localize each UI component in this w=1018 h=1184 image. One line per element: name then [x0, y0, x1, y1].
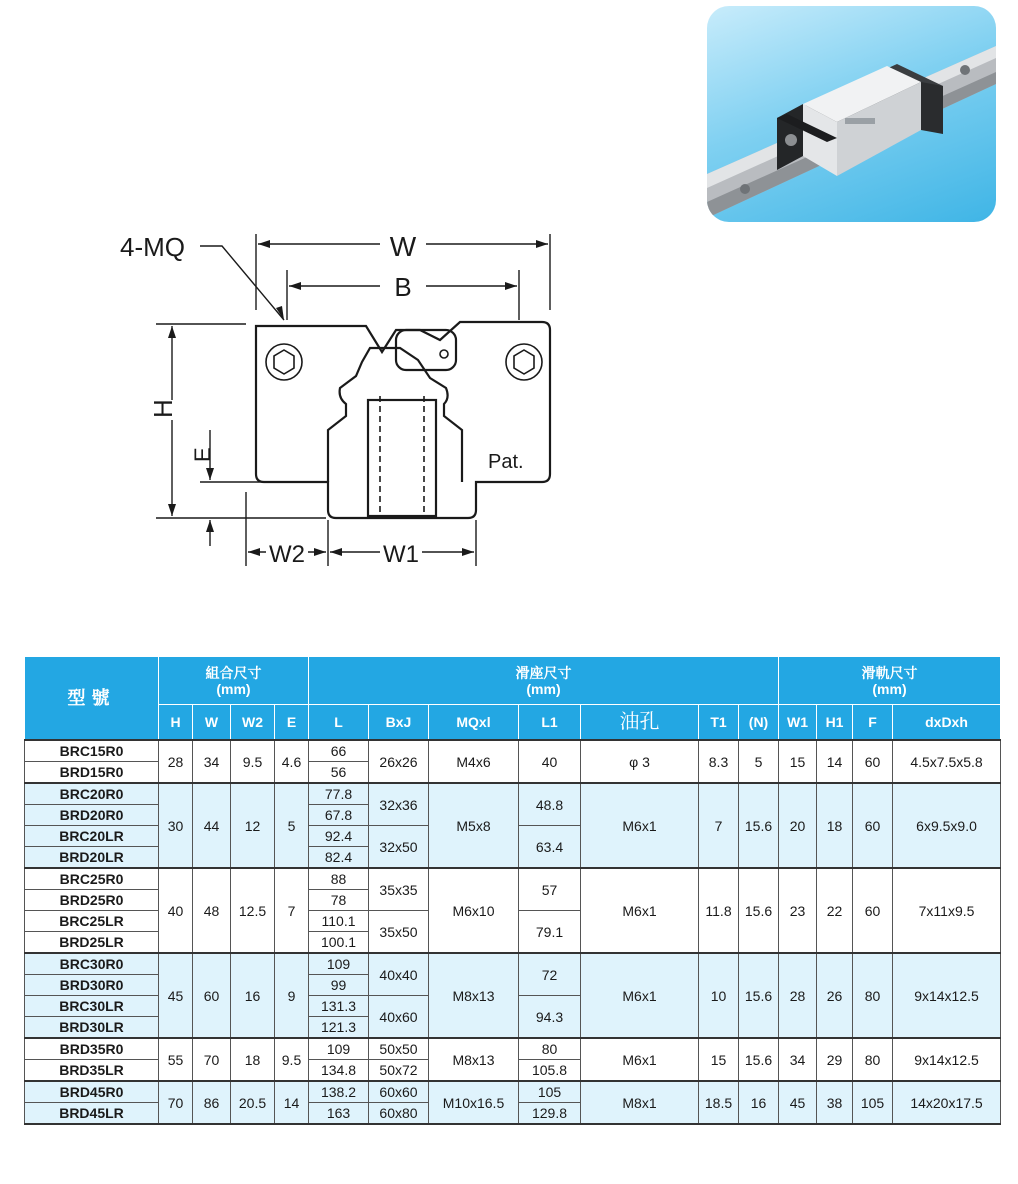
cell-n: 16 [739, 1081, 779, 1124]
cell-h: 70 [159, 1081, 193, 1124]
cell-h1: 29 [817, 1038, 853, 1081]
model-cell: BRD30R0 [25, 975, 159, 996]
table-row [25, 953, 1001, 975]
model-cell: BRC30LR [25, 996, 159, 1017]
cell-l: 92.4 [309, 826, 369, 847]
cell-e: 4.6 [275, 740, 309, 783]
cell-w1: 15 [779, 740, 817, 783]
cell-h1: 38 [817, 1081, 853, 1124]
col-dxdxh: dxDxh [893, 705, 1001, 741]
model-cell: BRC30R0 [25, 953, 159, 975]
cell-l: 109 [309, 1038, 369, 1060]
model-cell: BRD45LR [25, 1103, 159, 1125]
cell-h1: 18 [817, 783, 853, 868]
table-row [25, 740, 1001, 762]
cell-t1: 11.8 [699, 868, 739, 953]
cell-oil: M6x1 [581, 953, 699, 1038]
cell-l: 99 [309, 975, 369, 996]
cell-e: 14 [275, 1081, 309, 1124]
cell-l1: 40 [519, 740, 581, 783]
label-e: E [190, 447, 215, 462]
col-oil: 油孔 [581, 705, 699, 741]
cell-oil: M6x1 [581, 1038, 699, 1081]
cell-w: 86 [193, 1081, 231, 1124]
assembly-unit: (mm) [216, 680, 251, 697]
header-model: 型號 [25, 657, 159, 741]
cell-w: 44 [193, 783, 231, 868]
model-cell: BRC15R0 [25, 740, 159, 762]
cell-mqxl: M8x13 [429, 953, 519, 1038]
cell-n: 5 [739, 740, 779, 783]
col-t1: T1 [699, 705, 739, 741]
cell-l: 82.4 [309, 847, 369, 869]
model-cell: BRD35R0 [25, 1038, 159, 1060]
cell-e: 7 [275, 868, 309, 953]
cell-bxj: 35x50 [369, 911, 429, 954]
table-row [25, 1038, 1001, 1060]
col-w1: W1 [779, 705, 817, 741]
cell-bxj: 35x35 [369, 868, 429, 911]
cell-dxdxh: 7x11x9.5 [893, 868, 1001, 953]
cell-w1: 20 [779, 783, 817, 868]
label-h: H [148, 399, 178, 418]
cell-dxdxh: 9x14x12.5 [893, 1038, 1001, 1081]
model-cell: BRD25R0 [25, 890, 159, 911]
cell-w2: 12 [231, 783, 275, 868]
model-cell: BRC25LR [25, 911, 159, 932]
label-b: B [394, 272, 412, 302]
cell-w: 48 [193, 868, 231, 953]
cell-f: 105 [853, 1081, 893, 1124]
block-unit: (mm) [526, 680, 561, 697]
cell-bxj: 32x50 [369, 826, 429, 869]
label-w: W [389, 231, 417, 262]
cell-f: 80 [853, 953, 893, 1038]
cell-l1: 48.8 [519, 783, 581, 826]
technical-drawing [100, 220, 580, 590]
cell-n: 15.6 [739, 953, 779, 1038]
col-n: (N) [739, 705, 779, 741]
col-l: L [309, 705, 369, 741]
cell-n: 15.6 [739, 868, 779, 953]
cell-l1: 72 [519, 953, 581, 996]
cell-l1: 94.3 [519, 996, 581, 1039]
header-block [309, 657, 779, 705]
cell-l: 163 [309, 1103, 369, 1125]
col-bxj: BxJ [369, 705, 429, 741]
cell-l: 77.8 [309, 783, 369, 805]
cell-l: 100.1 [309, 932, 369, 954]
cell-l1: 105.8 [519, 1060, 581, 1082]
model-cell: BRC20LR [25, 826, 159, 847]
cell-l1: 80 [519, 1038, 581, 1060]
cell-w: 34 [193, 740, 231, 783]
cell-n: 15.6 [739, 1038, 779, 1081]
assembly-title: 組合尺寸 [205, 664, 262, 681]
cell-bxj: 26x26 [369, 740, 429, 783]
cell-w: 70 [193, 1038, 231, 1081]
model-cell: BRD35LR [25, 1060, 159, 1082]
col-h1: H1 [817, 705, 853, 741]
cell-dxdxh: 9x14x12.5 [893, 953, 1001, 1038]
cell-h: 40 [159, 868, 193, 953]
cell-bxj: 40x60 [369, 996, 429, 1039]
cell-n: 15.6 [739, 783, 779, 868]
rail-unit: (mm) [872, 680, 907, 697]
product-photo [707, 6, 996, 222]
cell-w2: 16 [231, 953, 275, 1038]
cell-oil: M6x1 [581, 868, 699, 953]
cell-w: 60 [193, 953, 231, 1038]
cell-bxj: 60x60 [369, 1081, 429, 1103]
cell-h: 45 [159, 953, 193, 1038]
cell-oil: M8x1 [581, 1081, 699, 1124]
col-l1: L1 [519, 705, 581, 741]
col-e: E [275, 705, 309, 741]
cell-l: 110.1 [309, 911, 369, 932]
model-cell: BRC20R0 [25, 783, 159, 805]
cell-l1: 129.8 [519, 1103, 581, 1125]
cell-t1: 7 [699, 783, 739, 868]
model-cell: BRD20LR [25, 847, 159, 869]
header-assembly [159, 657, 309, 705]
cell-bxj: 40x40 [369, 953, 429, 996]
cell-l: 134.8 [309, 1060, 369, 1082]
cell-l1: 79.1 [519, 911, 581, 954]
cell-e: 9.5 [275, 1038, 309, 1081]
cell-w1: 34 [779, 1038, 817, 1081]
rail-title: 滑軌尺寸 [861, 664, 918, 681]
cell-h1: 14 [817, 740, 853, 783]
spec-table [24, 656, 1001, 1125]
header-rail [779, 657, 1001, 705]
cell-mqxl: M8x13 [429, 1038, 519, 1081]
table-row [25, 783, 1001, 805]
cell-bxj: 60x80 [369, 1103, 429, 1125]
table-row [25, 868, 1001, 890]
cell-f: 60 [853, 868, 893, 953]
cell-t1: 8.3 [699, 740, 739, 783]
col-mqxl: MQxl [429, 705, 519, 741]
cell-l: 131.3 [309, 996, 369, 1017]
cell-bxj: 32x36 [369, 783, 429, 826]
model-cell: BRD30LR [25, 1017, 159, 1039]
spec-body [25, 740, 1001, 1124]
block-title: 滑座尺寸 [515, 664, 572, 681]
model-cell: BRD45R0 [25, 1081, 159, 1103]
cell-l: 138.2 [309, 1081, 369, 1103]
model-cell: BRD25LR [25, 932, 159, 954]
col-f: F [853, 705, 893, 741]
cell-mqxl: M5x8 [429, 783, 519, 868]
cell-dxdxh: 4.5x7.5x5.8 [893, 740, 1001, 783]
cell-h: 55 [159, 1038, 193, 1081]
cell-bxj: 50x50 [369, 1038, 429, 1060]
cell-l1: 57 [519, 868, 581, 911]
cell-t1: 18.5 [699, 1081, 739, 1124]
cell-e: 5 [275, 783, 309, 868]
label-w1: W1 [383, 541, 419, 568]
cell-e: 9 [275, 953, 309, 1038]
cell-w2: 9.5 [231, 740, 275, 783]
cell-w1: 45 [779, 1081, 817, 1124]
cell-mqxl: M10x16.5 [429, 1081, 519, 1124]
label-w2: W2 [269, 541, 305, 568]
cell-dxdxh: 14x20x17.5 [893, 1081, 1001, 1124]
cell-l1: 63.4 [519, 826, 581, 869]
col-w: W [193, 705, 231, 741]
cell-t1: 10 [699, 953, 739, 1038]
cell-t1: 15 [699, 1038, 739, 1081]
cell-w1: 23 [779, 868, 817, 953]
cell-h1: 22 [817, 868, 853, 953]
cell-h: 28 [159, 740, 193, 783]
cell-l: 109 [309, 953, 369, 975]
linear-guide-block-photo [707, 6, 996, 222]
cell-l1: 105 [519, 1081, 581, 1103]
cell-w2: 18 [231, 1038, 275, 1081]
cell-h1: 26 [817, 953, 853, 1038]
cell-l: 67.8 [309, 805, 369, 826]
cell-w2: 20.5 [231, 1081, 275, 1124]
cell-f: 60 [853, 783, 893, 868]
cell-h: 30 [159, 783, 193, 868]
col-w2: W2 [231, 705, 275, 741]
cell-w1: 28 [779, 953, 817, 1038]
model-cell: BRC25R0 [25, 868, 159, 890]
cell-f: 80 [853, 1038, 893, 1081]
label-4-mq: 4-MQ [120, 232, 185, 262]
cell-l: 56 [309, 762, 369, 784]
cell-mqxl: M4x6 [429, 740, 519, 783]
label-pat: Pat. [488, 451, 524, 473]
cell-dxdxh: 6x9.5x9.0 [893, 783, 1001, 868]
cell-oil: M6x1 [581, 783, 699, 868]
table-row [25, 1081, 1001, 1103]
cell-l: 88 [309, 868, 369, 890]
model-cell: BRD20R0 [25, 805, 159, 826]
cell-f: 60 [853, 740, 893, 783]
cell-mqxl: M6x10 [429, 868, 519, 953]
cell-bxj: 50x72 [369, 1060, 429, 1082]
cell-oil: φ 3 [581, 740, 699, 783]
cell-w2: 12.5 [231, 868, 275, 953]
col-h: H [159, 705, 193, 741]
cell-l: 121.3 [309, 1017, 369, 1039]
model-cell: BRD15R0 [25, 762, 159, 784]
cell-l: 66 [309, 740, 369, 762]
cell-l: 78 [309, 890, 369, 911]
